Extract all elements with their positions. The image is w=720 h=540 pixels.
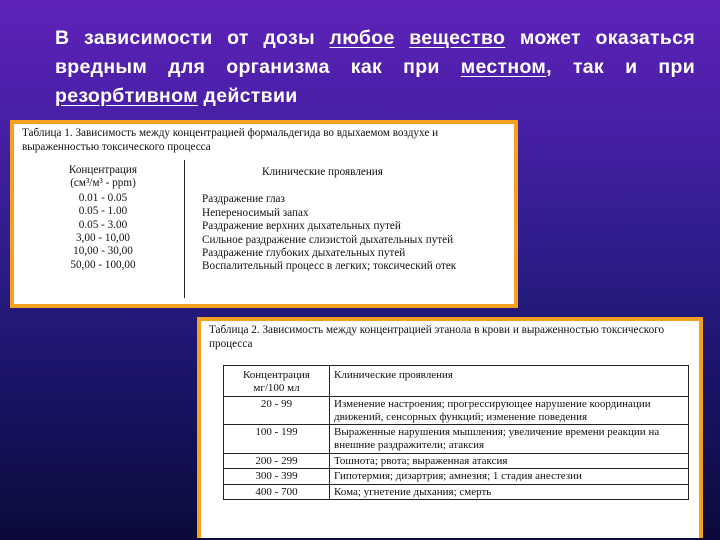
heading-text: , так и при (546, 56, 695, 78)
heading-text: В зависимости от дозы (55, 27, 330, 49)
heading-space (395, 27, 410, 49)
table1-manifestation-list (202, 193, 456, 273)
table2-row (224, 484, 689, 500)
table2-concentration-cell: 300 - 399 (224, 469, 330, 485)
table1-manifestation-item: Раздражение глубоких дыхательных путей (202, 247, 406, 260)
table1-concentration-value: 0.01 - 0.05 (78, 191, 128, 204)
table2-concentration-cell: 400 - 700 (224, 484, 330, 500)
table2-frame (197, 317, 703, 538)
table1-col1-header-line: Концентрация (68, 164, 138, 176)
table1-manifestation-item: Непереносимый запах (202, 206, 309, 219)
table1-concentration-value: 50,00 - 100,00 (70, 258, 136, 271)
table1-concentration-value: 0.05 - 1.00 (78, 205, 128, 218)
table1-col1-header-line: (см³/м³ - ppm) (70, 177, 136, 190)
table2-concentration-cell: 20 - 99 (224, 397, 330, 425)
table2-row (224, 469, 689, 485)
table2-row (224, 453, 689, 469)
table1-concentration-value: 0.05 - 3.00 (78, 218, 128, 231)
table1-concentration-list (22, 192, 184, 272)
table1-col2-header: Клинические проявления (262, 166, 383, 178)
table1-concentration-column (22, 164, 184, 272)
table2-concentration-cell: 100 - 199 (224, 425, 330, 453)
table2-row (224, 425, 689, 453)
heading-underlined-word: резорбтивном (55, 85, 198, 107)
table2 (223, 365, 689, 500)
table2-manifestation-cell: Изменение настроения; прогрессирующее нарушение координации движений, сенсорных функций; изменение поведения (330, 397, 689, 425)
heading-underlined-word: местном (460, 56, 547, 78)
heading-underlined-word: любое (329, 27, 395, 49)
table2-caption: Таблица 2. Зависимость между концентрацией этанола в крови и выраженностью токсического процесса (209, 324, 665, 350)
table2-col1-header-line: Концентрация (243, 369, 310, 381)
table2-row (224, 397, 689, 425)
table2-manifestation-cell: Выраженные нарушения мышления; увеличение времени реакции на внешние раздражители; атаксия (330, 425, 689, 453)
table2-col1-header-line: мг/100 мл (253, 381, 300, 394)
table2-col2-header: Клинические проявления (330, 366, 689, 397)
table1-manifestation-item: Раздражение глаз (202, 193, 285, 206)
heading-text: может оказаться вредным для организма как при (55, 27, 695, 78)
table1-caption: Таблица 1. Зависимость между концентрацией формальдегида во вдыхаемом воздухе и выраженностью токсического процесса (22, 127, 439, 153)
table1-divider (184, 160, 185, 298)
table2-col1-header (224, 366, 330, 397)
table1-manifestation-item: Сильное раздражение слизистой дыхательных путей (202, 233, 454, 246)
heading-underlined-word: вещество (409, 27, 506, 49)
table1-image (14, 124, 514, 304)
table2-concentration-cell: 200 - 299 (224, 453, 330, 469)
table1-concentration-value: 10,00 - 30,00 (73, 245, 133, 258)
table1-concentration-value: 3,00 - 10,00 (75, 232, 131, 245)
table1-manifestation-column (202, 166, 456, 274)
table2-header-row (224, 366, 689, 397)
table2-manifestation-cell: Тошнота; рвота; выраженная атаксия (330, 453, 689, 469)
table1-manifestation-item: Раздражение верхних дыхательных путей (202, 220, 401, 233)
table1-col1-header (22, 164, 184, 191)
table1-manifestation-item: Воспалительный процесс в легких; токсический отек (202, 260, 457, 273)
slide-heading (55, 24, 695, 111)
heading-text: действии (197, 85, 298, 107)
table1 (22, 160, 508, 302)
table2-manifestation-cell: Гипотермия; дизартрия; амнезия; 1 стадия анестезии (330, 469, 689, 485)
table1-frame (10, 120, 518, 308)
table2-image (201, 321, 699, 538)
table2-manifestation-cell: Кома; угнетение дыхания; смерть (330, 484, 689, 500)
